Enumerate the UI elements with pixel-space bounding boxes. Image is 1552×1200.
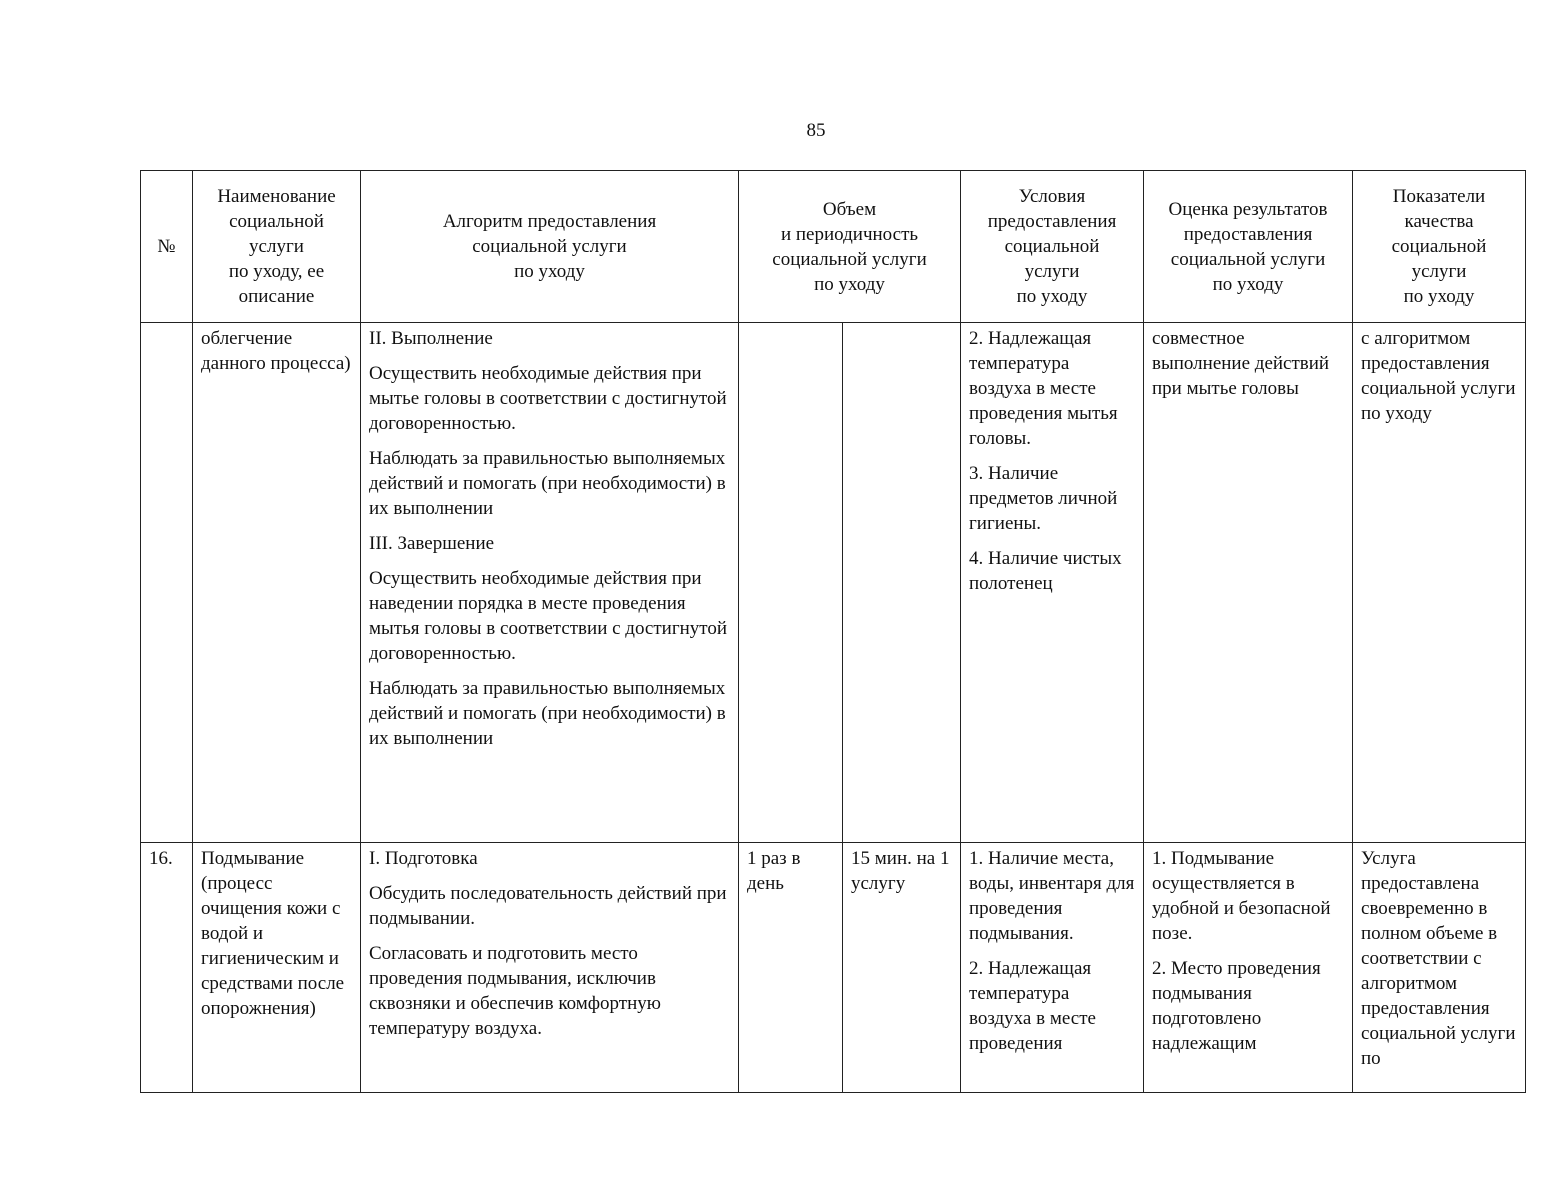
algorithm-list xyxy=(369,846,730,1041)
page-number: 85 xyxy=(806,120,826,141)
table-row xyxy=(141,323,1526,843)
period-cell xyxy=(843,323,961,843)
header-quality: Показатели качества социальной услуги по уходу xyxy=(1353,171,1526,323)
condition-item: 3. Наличие предметов личной гигиены. xyxy=(969,463,1118,534)
quality-cell xyxy=(1353,843,1526,1093)
conditions-cell xyxy=(961,323,1144,843)
condition-item: 2. Надлежащая температура воздуха в месте проведения мытья головы. xyxy=(969,328,1118,449)
service-name: облегчение данного процесса) xyxy=(193,323,361,843)
conditions-cell xyxy=(961,843,1144,1093)
evaluation-cell: совместное выполнение действий при мытье головы xyxy=(1144,323,1353,843)
services-table xyxy=(140,170,1526,1093)
row-num xyxy=(141,323,193,843)
algorithm-step: Осуществить необходимые действия при мытье головы в соответствии с достигнутой договоренностью. xyxy=(369,363,727,434)
condition-item: 1. Наличие места, воды, инвентаря для проведения подмывания. xyxy=(969,848,1135,944)
header-volume: Объем и периодичность социальной услуги по уходу xyxy=(739,171,961,323)
quality-cell: с алгоритмом предоставления социальной услуги по уходу xyxy=(1353,323,1526,843)
algorithm-step: Наблюдать за правильностью выполняемых действий и помогать (при необходимости) в их выполнении xyxy=(369,678,726,749)
evaluation-list xyxy=(1152,846,1344,1056)
period-cell: 15 мин. на 1 услугу xyxy=(843,843,961,1093)
row-num: 16. xyxy=(141,843,193,1093)
evaluation-cell xyxy=(1144,843,1353,1093)
volume-cell xyxy=(739,323,843,843)
algorithm-cell xyxy=(361,843,739,1093)
conditions-list xyxy=(969,846,1135,1056)
table-header-row xyxy=(141,171,1526,323)
algorithm-step: Обсудить последовательность действий при подмывании. xyxy=(369,883,727,929)
algorithm-step: Наблюдать за правильностью выполняемых действий и помогать (при необходимости) в их выполнении xyxy=(369,448,726,519)
evaluation-item: 1. Подмывание осуществляется в удобной и безопасной позе. xyxy=(1152,848,1331,944)
condition-item: 4. Наличие чистых полотенец xyxy=(969,548,1122,594)
condition-item: 2. Надлежащая температура воздуха в месте проведения xyxy=(969,958,1096,1054)
header-evaluation: Оценка результатов предоставления социальной услуги по уходу xyxy=(1144,171,1353,323)
header-name: Наименование социальной услуги по уходу, ее описание xyxy=(193,171,361,323)
algorithm-cell xyxy=(361,323,739,843)
algorithm-step: II. Выполнение xyxy=(369,328,493,349)
quality-text: Услуга предоставлена своевременно в полном объеме в соответствии с алгоритмом предоставления социальной услуги по xyxy=(1361,848,1516,1069)
algorithm-step: I. Подготовка xyxy=(369,848,478,869)
evaluation-item: 2. Место проведения подмывания подготовлено надлежащим xyxy=(1152,958,1321,1054)
table-row xyxy=(141,843,1526,1093)
algorithm-step: Согласовать и подготовить место проведения подмывания, исключив сквозняки и обеспечив комфортную температуру воздуха. xyxy=(369,943,661,1039)
service-name xyxy=(193,843,361,1093)
header-num: № xyxy=(141,171,193,323)
header-algorithm: Алгоритм предоставления социальной услуги по уходу xyxy=(361,171,739,323)
algorithm-step: III. Завершение xyxy=(369,533,495,554)
volume-cell: 1 раз в день xyxy=(739,843,843,1093)
service-name-text: Подмывание (процесс очищения кожи с водой и гигиеническим и средствами после опорожнения) xyxy=(201,848,345,1019)
header-conditions: Условия предоставления социальной услуги по уходу xyxy=(961,171,1144,323)
algorithm-step: Осуществить необходимые действия при наведении порядка в месте проведения мытья головы в соответствии с достигнутой договоренностью. xyxy=(369,568,728,664)
